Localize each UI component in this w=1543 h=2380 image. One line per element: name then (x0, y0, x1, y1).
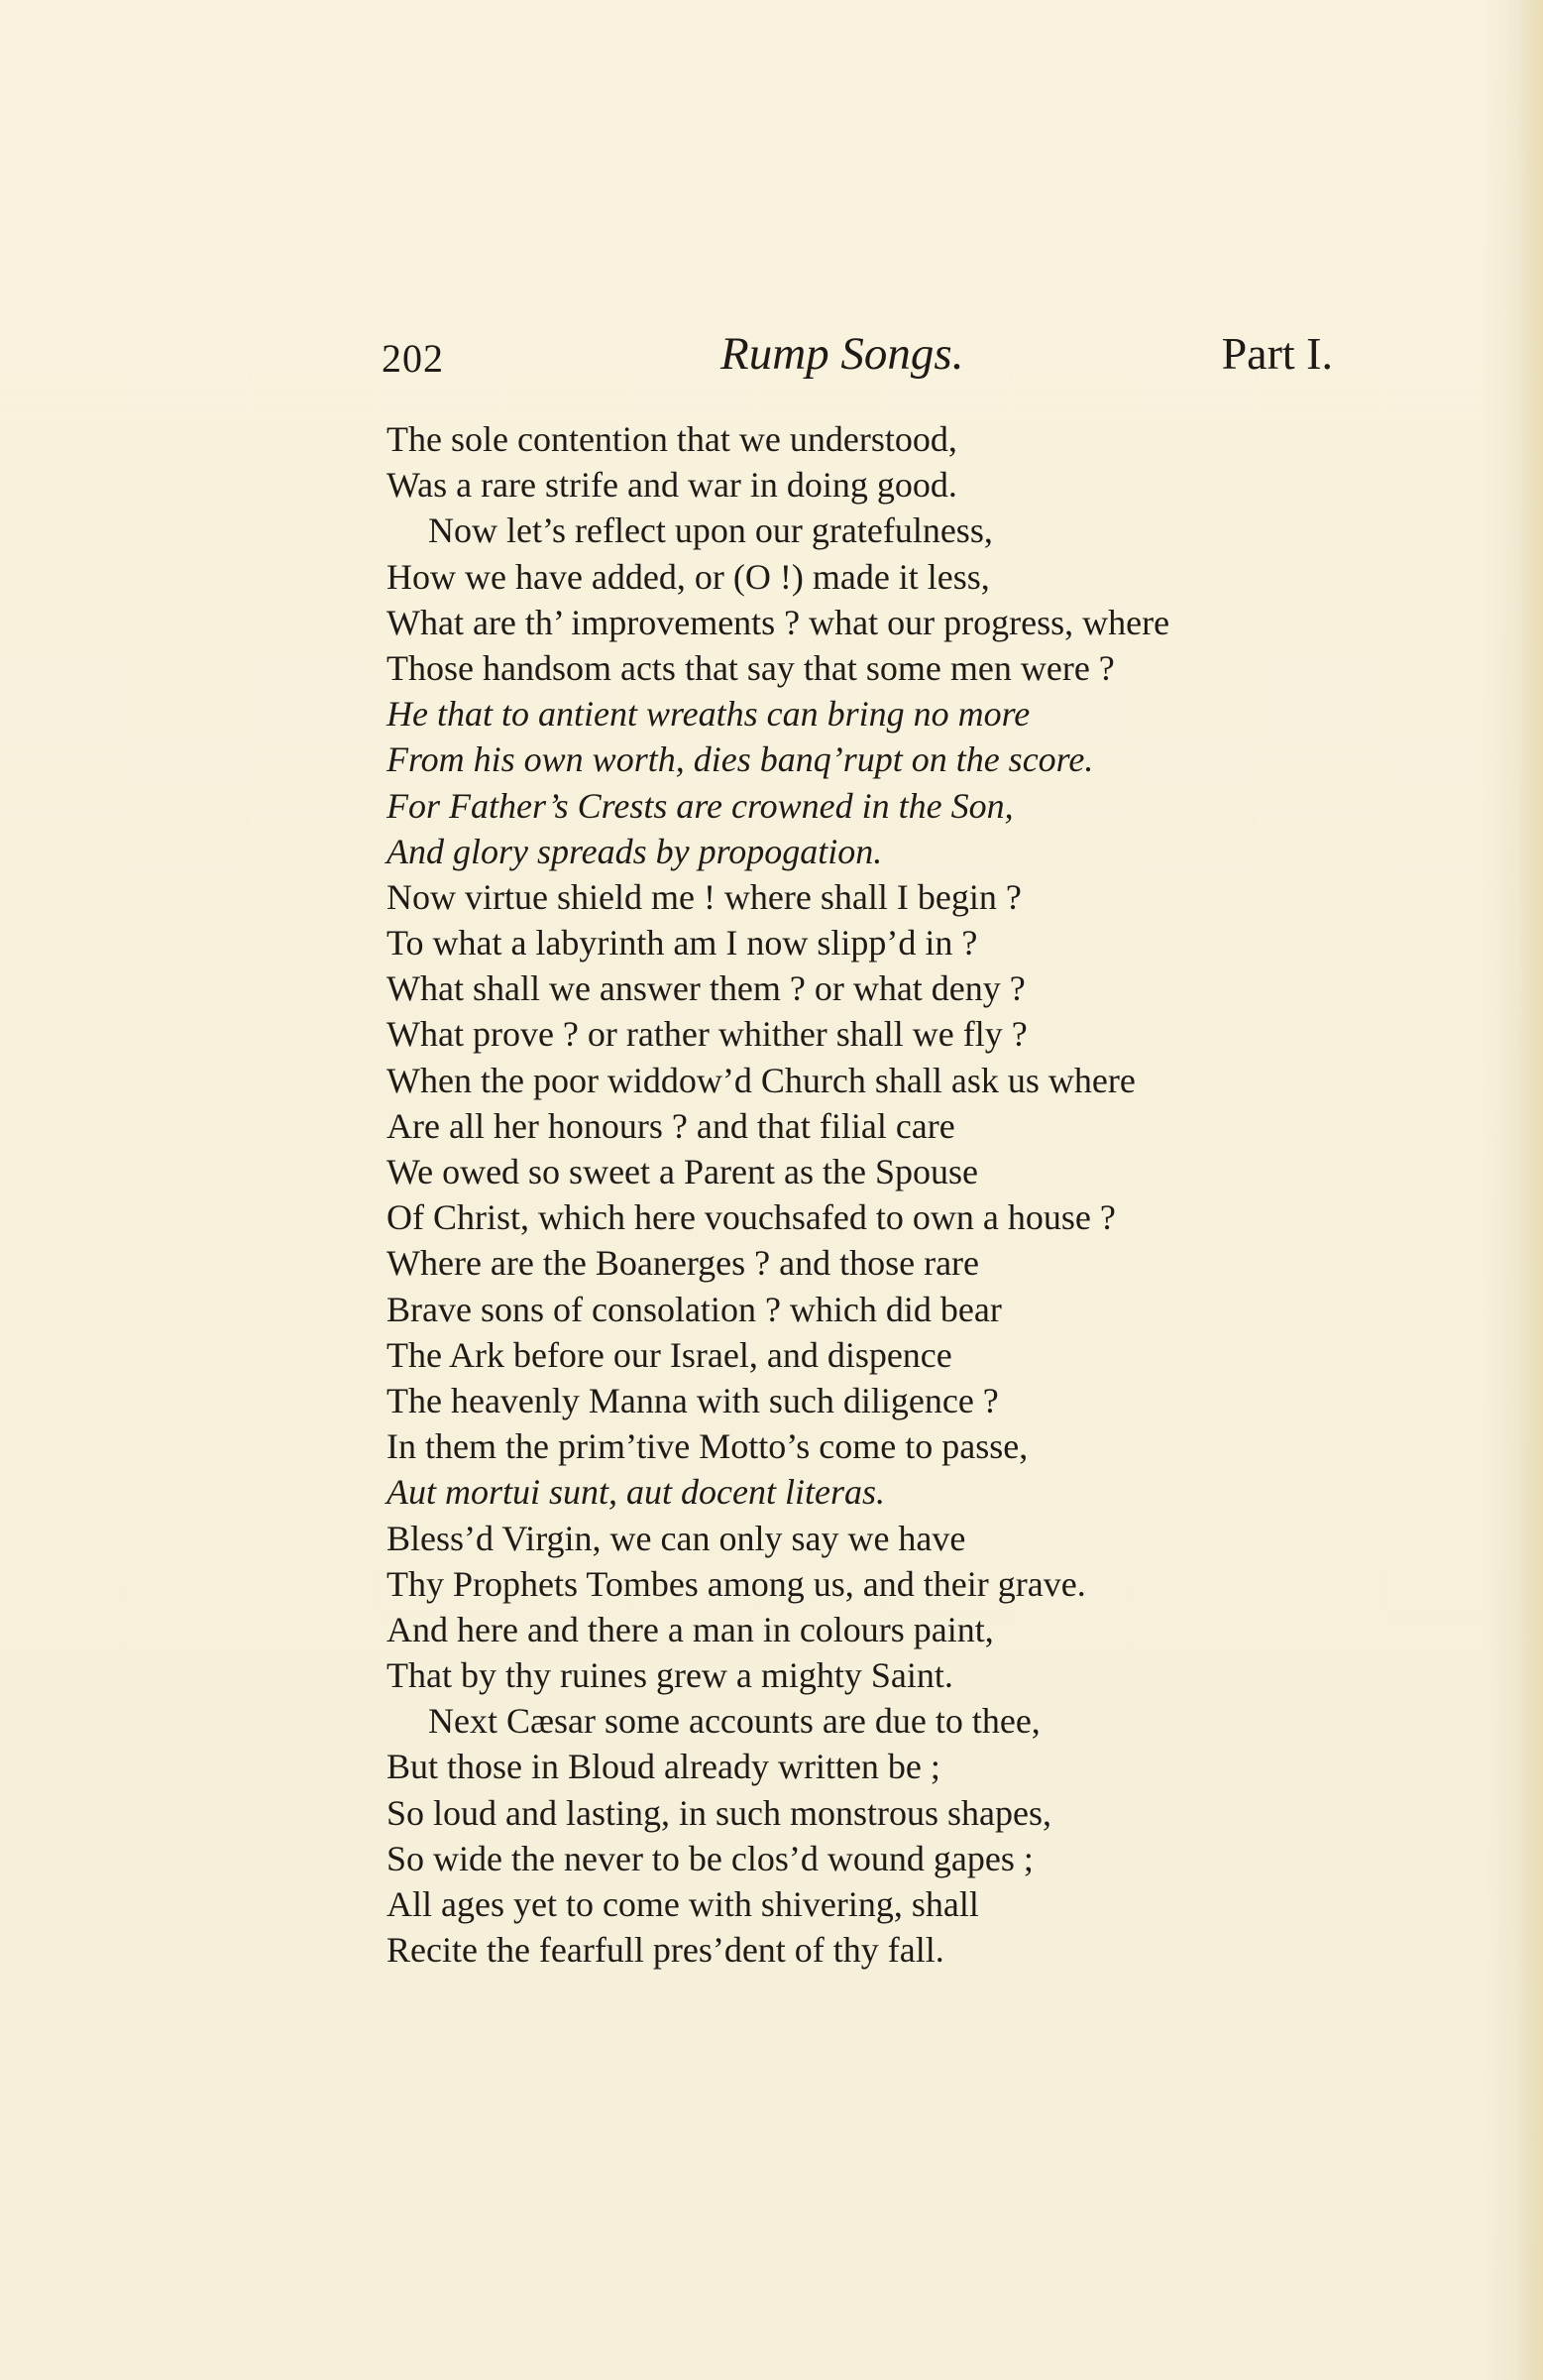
page-number: 202 (382, 336, 444, 381)
poem-line: That by thy ruines grew a mighty Saint. (386, 1655, 953, 1696)
poem-text (386, 416, 1328, 1973)
poem-line: The sole contention that we understood, (386, 419, 957, 459)
running-title: Rump Songs. (720, 328, 964, 380)
poem-line: All ages yet to come with shivering, shall (386, 1884, 979, 1924)
poem-line: Was a rare strife and war in doing good. (386, 465, 957, 506)
poem-line-italic: Aut mortui sunt, aut docent literas. (386, 1472, 885, 1513)
poem-line: Now virtue shield me ! where shall I begin ? (386, 876, 1022, 917)
poem-line: Next Cæsar some accounts are due to thee, (428, 1701, 1041, 1742)
poem-line: But those in Bloud already written be ; (386, 1747, 940, 1787)
poem-line: So loud and lasting, in such monstrous shapes, (386, 1792, 1051, 1833)
poem-line: So wide the never to be clos’d wound gapes ; (386, 1838, 1034, 1878)
poem-line: What are th’ improvements ? what our progress, where (386, 602, 1170, 642)
poem-line: When the poor widdow’d Church shall ask us where (386, 1060, 1136, 1100)
poem-line: The heavenly Manna with such diligence ? (386, 1380, 999, 1420)
poem-line: How we have added, or (O !) made it less, (386, 556, 990, 597)
poem-line: Are all her honours ? and that filial care (386, 1105, 955, 1146)
poem-line: What prove ? or rather whither shall we fly ? (386, 1014, 1028, 1055)
poem-line-italic: For Father’s Crests are crowned in the Son, (386, 785, 1014, 826)
poem-line: To what a labyrinth am I now slipp’d in ? (386, 923, 978, 963)
poem-line-italic: He that to antient wreaths can bring no more (386, 694, 1031, 735)
poem-line: Where are the Boanerges ? and those rare (386, 1243, 980, 1284)
poem-line: In them the prim’tive Motto’s come to passe, (386, 1426, 1029, 1467)
poem-line: Of Christ, which here vouchsafed to own a house ? (386, 1197, 1116, 1238)
poem-line: We owed so sweet a Parent as the Spouse (386, 1152, 978, 1191)
poem-line: Now let’s reflect upon our gratefulness, (428, 510, 993, 551)
poem-line: Recite the fearfull pres’dent of thy fall. (386, 1930, 944, 1971)
poem-line: Bless’d Virgin, we can only say we have (386, 1518, 966, 1558)
poem-line: The Ark before our Israel, and dispence (386, 1334, 952, 1375)
part-label: Part I. (1221, 328, 1333, 379)
page-header (382, 327, 1333, 397)
poem-line: Brave sons of consolation ? which did bear (386, 1289, 1002, 1329)
page-edge-shadow (1517, 0, 1543, 2380)
poem-line: And here and there a man in colours paint, (386, 1609, 994, 1649)
poem-line-italic: From his own worth, dies banq’rupt on the score. (386, 739, 1094, 780)
poem-line: Thy Prophets Tombes among us, and their grave. (386, 1563, 1086, 1604)
poem-line: What shall we answer them ? or what deny ? (386, 968, 1026, 1009)
poem-line: Those handsom acts that say that some men were ? (386, 647, 1115, 688)
poem-line-italic: And glory spreads by propogation. (386, 831, 883, 871)
